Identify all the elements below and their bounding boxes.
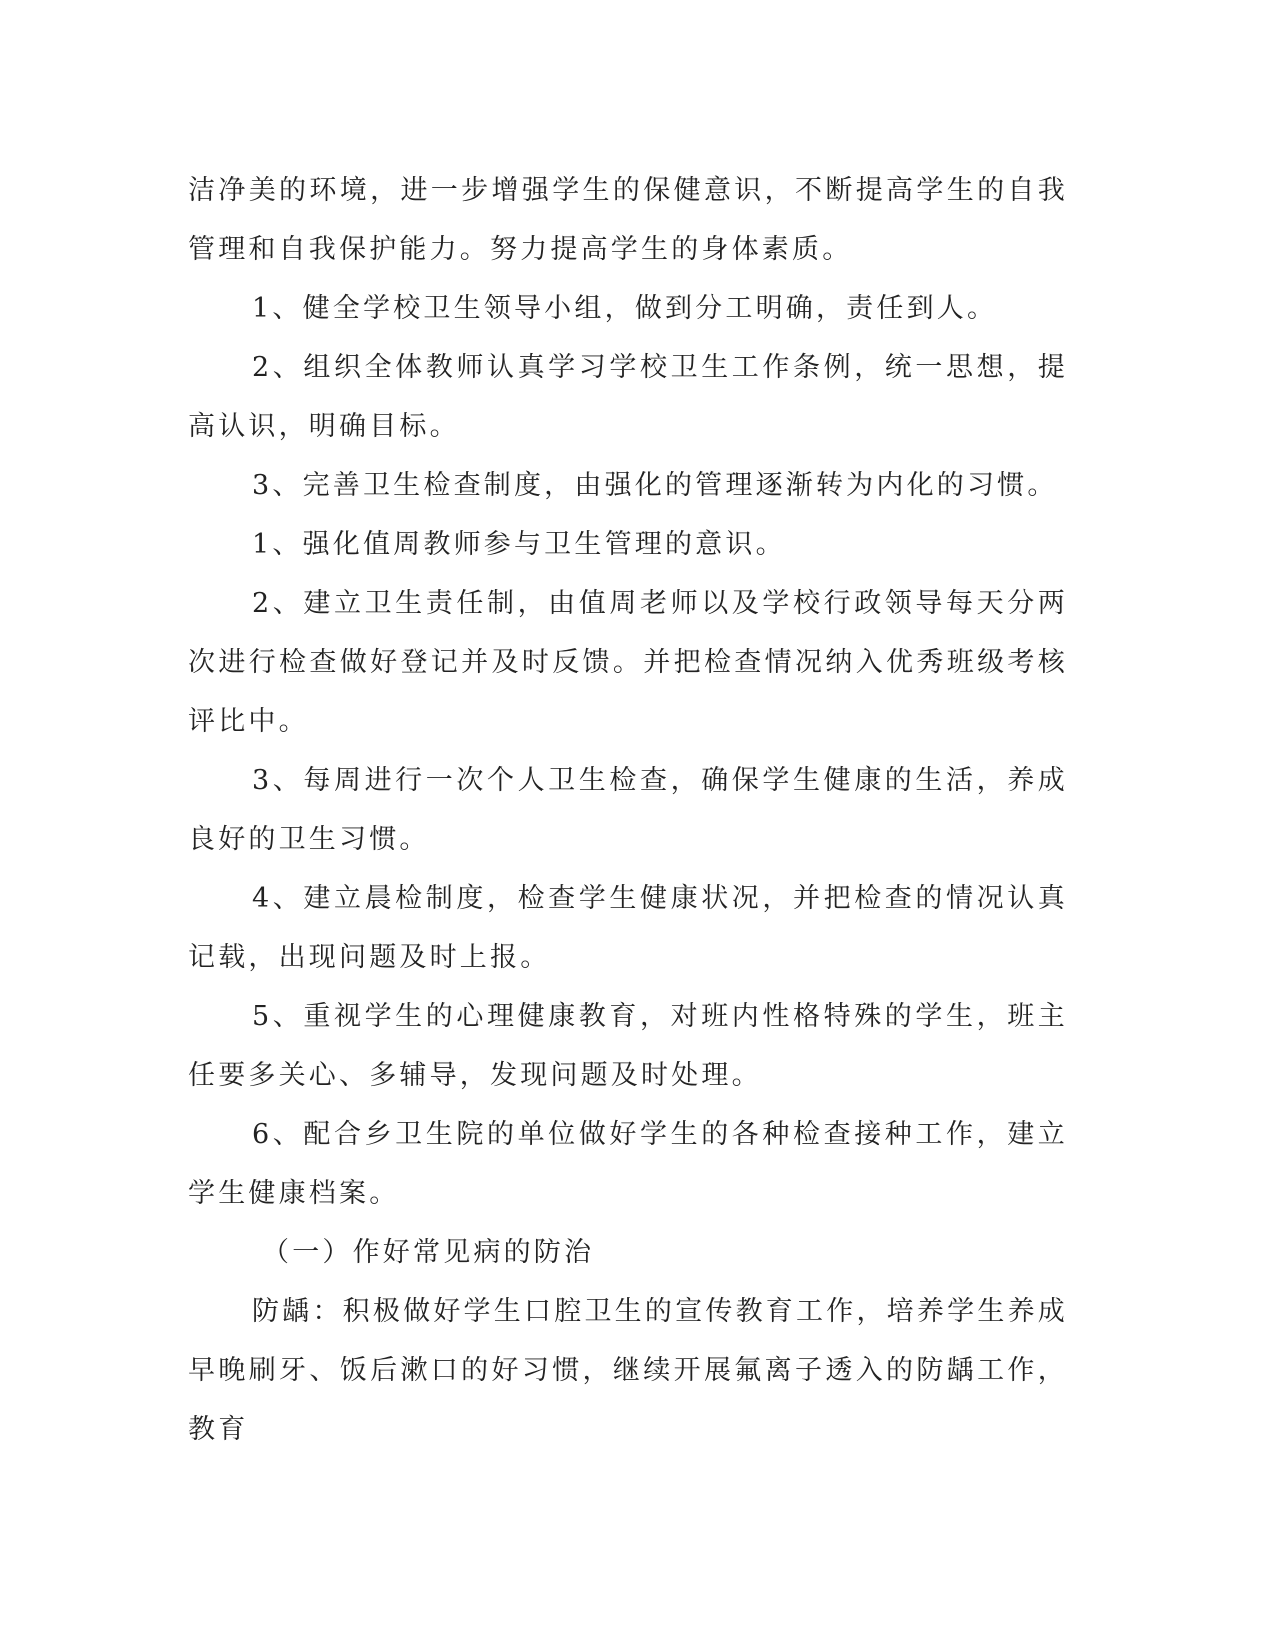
paragraph-item-1-leadership-group: 1、健全学校卫生领导小组，做到分工明确，责任到人。: [252, 293, 998, 324]
paragraph-item-4-morning-check: 4、建立晨检制度，检查学生健康状况，并把检查的情况认真记载，出现问题及时上报。: [188, 883, 1068, 973]
paragraph-item-5-mental-health: 5、重视学生的心理健康教育，对班内性格特殊的学生，班主任要多关心、多辅导，发现问题及时处理。: [188, 1001, 1068, 1091]
paragraph-item-1-duty-teacher: 1、强化值周教师参与卫生管理的意识。: [252, 529, 786, 560]
paragraph-intro-continued: 洁净美的环境，进一步增强学生的保健意识，不断提高学生的自我管理和自我保护能力。努力提高学生的身体素质。: [188, 175, 1068, 265]
paragraph-item-2-responsibility-system: 2、建立卫生责任制，由值周老师以及学校行政领导每天分两次进行检查做好登记并及时反馈。并把检查情况纳入优秀班级考核评比中。: [188, 588, 1068, 737]
paragraph-item-3-weekly-check: 3、每周进行一次个人卫生检查，确保学生健康的生活，养成良好的卫生习惯。: [188, 765, 1068, 855]
section-heading-common-diseases: （一）作好常见病的防治: [262, 1237, 595, 1268]
paragraph-caries-prevention: 防龋：积极做好学生口腔卫生的宣传教育工作，培养学生养成早晚刷牙、饭后漱口的好习惯，继续开展氟离子透入的防龋工作，教育: [188, 1296, 1068, 1445]
paragraph-item-3-inspection-system: 3、完善卫生检查制度，由强化的管理逐渐转为内化的习惯。: [252, 470, 1058, 501]
paragraph-item-6-health-records: 6、配合乡卫生院的单位做好学生的各种检查接种工作，建立学生健康档案。: [188, 1119, 1068, 1209]
paragraph-item-2-study-regulations: 2、组织全体教师认真学习学校卫生工作条例，统一思想，提高认识，明确目标。: [188, 352, 1068, 442]
document-body: [188, 161, 1068, 1459]
